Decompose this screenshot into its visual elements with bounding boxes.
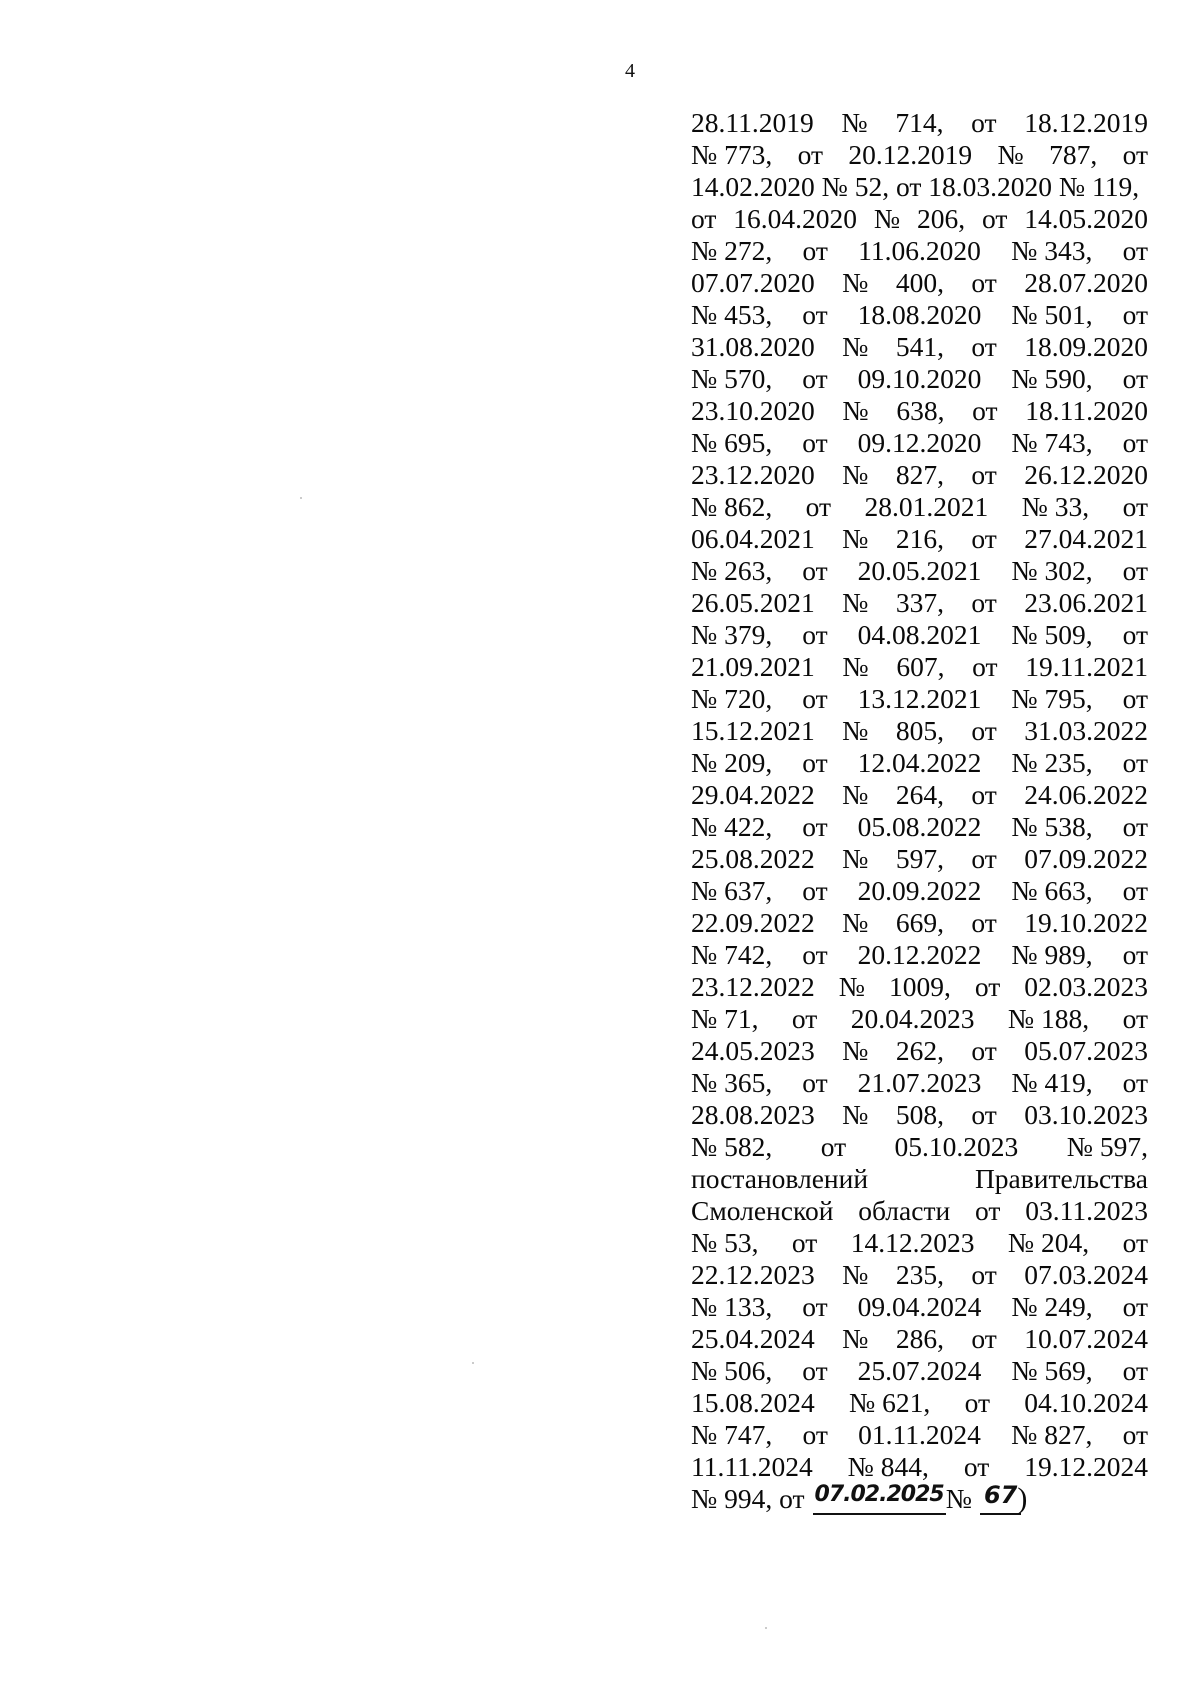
text-segment: № 827, <box>1011 1419 1093 1450</box>
text-segment: от <box>1122 1291 1148 1322</box>
text-segment: 22.09.2022 <box>691 907 815 938</box>
scan-speck <box>765 1627 767 1629</box>
text-segment: № 621, <box>849 1387 931 1418</box>
text-segment: от <box>1122 1067 1148 1098</box>
text-segment: от <box>802 363 828 394</box>
text-segment: от <box>791 1227 818 1258</box>
text-segment: 787, <box>1049 139 1098 170</box>
text-line <box>691 843 1148 875</box>
text-segment: № 569, <box>1011 1355 1093 1386</box>
text-segment: 18.11.2020 <box>1025 395 1148 426</box>
text-segment: № 795, <box>1011 683 1093 714</box>
text-segment: от <box>1122 683 1148 714</box>
text-segment: от <box>802 1291 828 1322</box>
text-segment: 03.11.2023 <box>1025 1195 1148 1226</box>
text-segment: 216, <box>895 523 944 554</box>
body-text-column <box>691 107 1148 1515</box>
text-segment: № 844, <box>847 1451 929 1482</box>
text-segment: № 419, <box>1011 1067 1093 1098</box>
text-segment: № <box>842 1035 869 1066</box>
text-segment: № <box>997 139 1024 170</box>
handwritten-date: 07.02.2025 <box>813 1483 946 1515</box>
text-line <box>691 1003 1148 1035</box>
text-segment: № <box>842 587 869 618</box>
text-segment: 25.08.2022 <box>691 843 815 874</box>
text-segment: от <box>1122 427 1148 458</box>
text-line <box>691 747 1148 779</box>
text-segment: 27.04.2021 <box>1024 523 1148 554</box>
text-segment: от <box>971 523 997 554</box>
text-line <box>691 331 1148 363</box>
text-segment: № <box>842 651 869 682</box>
text-line <box>691 587 1148 619</box>
text-line <box>691 1067 1148 1099</box>
text-line <box>691 1099 1148 1131</box>
text-segment: 10.07.2024 <box>1024 1323 1148 1354</box>
text-segment: № <box>842 1323 869 1354</box>
text-line <box>691 235 1148 267</box>
text-segment: от <box>971 459 997 490</box>
text-segment: постановлений <box>691 1163 869 1194</box>
text-segment: 669, <box>895 907 944 938</box>
text-line-final <box>691 1483 1148 1515</box>
text-segment: № 204, <box>1007 1227 1090 1258</box>
text-segment: от <box>802 875 828 906</box>
text-segment: от <box>971 907 997 938</box>
text-line <box>691 715 1148 747</box>
text-segment: от <box>802 683 828 714</box>
text-line <box>691 171 1148 203</box>
text-segment: № 743, <box>1011 427 1093 458</box>
text-line <box>691 779 1148 811</box>
text-line <box>691 1387 1148 1419</box>
text-segment: от <box>802 939 828 970</box>
text-segment: 24.05.2023 <box>691 1035 815 1066</box>
text-segment: 19.11.2021 <box>1025 651 1148 682</box>
number-sign: № <box>945 1483 972 1514</box>
text-segment: 597, <box>895 843 944 874</box>
text-segment: 20.04.2023 <box>850 1003 975 1034</box>
text-line <box>691 939 1148 971</box>
text-segment: 22.12.2023 <box>691 1259 815 1290</box>
text-segment: 607, <box>896 651 945 682</box>
text-segment: № <box>842 331 869 362</box>
text-segment: 714, <box>895 107 944 138</box>
text-line <box>691 555 1148 587</box>
text-segment: 31.03.2022 <box>1024 715 1148 746</box>
text-line <box>691 1163 1148 1195</box>
text-segment: от <box>1122 1355 1148 1386</box>
text-segment: № 272, <box>691 235 773 266</box>
text-segment: 06.04.2021 <box>691 523 815 554</box>
text-segment: 28.07.2020 <box>1024 267 1148 298</box>
page-number: 4 <box>625 60 635 82</box>
text-line <box>691 139 1148 171</box>
text-segment: 14.02.2020 № 52, от 18.03.2020 № 119, <box>691 171 1140 202</box>
text-segment: от <box>797 139 824 170</box>
text-segment: 09.04.2024 <box>857 1291 982 1322</box>
text-line <box>691 1259 1148 1291</box>
text-segment: № 720, <box>691 683 773 714</box>
text-line <box>691 363 1148 395</box>
text-line <box>691 1227 1148 1259</box>
text-segment: от <box>975 1195 1001 1226</box>
text-segment: 508, <box>895 1099 944 1130</box>
text-segment: № 53, <box>691 1227 759 1258</box>
text-segment: от <box>971 715 997 746</box>
text-segment: 16.04.2020 <box>733 203 858 234</box>
text-segment: 25.04.2024 <box>691 1323 815 1354</box>
text-segment: 286, <box>895 1323 944 1354</box>
text-segment: 21.07.2023 <box>857 1067 982 1098</box>
text-segment: от <box>802 1355 828 1386</box>
text-segment: 28.01.2021 <box>864 491 989 522</box>
text-segment: 18.12.2019 <box>1024 107 1148 138</box>
text-segment: 19.12.2024 <box>1024 1451 1148 1482</box>
text-segment: от <box>974 971 1001 1002</box>
text-segment: от <box>964 1387 990 1418</box>
text-segment: от <box>1122 1227 1148 1258</box>
text-segment: от <box>802 427 828 458</box>
text-line <box>691 1451 1148 1483</box>
text-segment: 04.10.2024 <box>1024 1387 1148 1418</box>
text-segment: 19.10.2022 <box>1024 907 1148 938</box>
text-segment: 14.05.2020 <box>1024 203 1148 234</box>
text-segment: 28.11.2019 <box>691 107 814 138</box>
text-segment: 14.12.2023 <box>850 1227 975 1258</box>
text-segment: 11.11.2024 <box>691 1451 813 1482</box>
text-segment: № 989, <box>1011 939 1093 970</box>
text-segment: № 597, <box>1066 1131 1148 1162</box>
text-segment: от <box>1122 747 1148 778</box>
text-segment: от <box>1122 491 1148 522</box>
text-line <box>691 875 1148 907</box>
text-segment: 1009, <box>888 971 951 1002</box>
text-line <box>691 971 1148 1003</box>
text-segment: 18.09.2020 <box>1024 331 1148 362</box>
text-line <box>691 683 1148 715</box>
text-segment: 15.08.2024 <box>691 1387 815 1418</box>
text-segment: от <box>820 1131 847 1162</box>
text-segment: от <box>691 203 717 234</box>
text-segment: от <box>972 651 998 682</box>
text-segment: 12.04.2022 <box>857 747 982 778</box>
text-segment: № 570, <box>691 363 773 394</box>
text-segment: 07.03.2024 <box>1024 1259 1148 1290</box>
text-segment: № <box>842 395 869 426</box>
text-segment: от <box>971 267 997 298</box>
text-line <box>691 619 1148 651</box>
text-segment: 05.10.2023 <box>894 1131 1019 1162</box>
text-segment: № 422, <box>691 811 773 842</box>
text-segment: № 582, <box>691 1131 773 1162</box>
text-segment: от <box>972 395 998 426</box>
text-segment: от <box>1122 1419 1148 1450</box>
scan-speck <box>472 1362 474 1364</box>
text-segment: 02.03.2023 <box>1024 971 1148 1002</box>
closing-parenthesis: ) <box>1017 1482 1028 1515</box>
text-segment: № 773, <box>691 139 773 170</box>
text-segment: от <box>971 331 997 362</box>
text-segment: № <box>841 107 868 138</box>
text-line <box>691 299 1148 331</box>
text-segment: от <box>1122 139 1148 170</box>
text-segment: 23.06.2021 <box>1024 587 1148 618</box>
text-segment: 23.12.2022 <box>691 971 815 1002</box>
text-segment: 31.08.2020 <box>691 331 815 362</box>
text-segment: 07.09.2022 <box>1024 843 1148 874</box>
text-segment: № <box>842 1259 869 1290</box>
text-segment: от <box>971 1259 997 1290</box>
text-segment: 07.07.2020 <box>691 267 815 298</box>
text-segment: № <box>842 779 869 810</box>
text-segment: № <box>842 907 869 938</box>
text-segment: от <box>1122 939 1148 970</box>
text-segment: № <box>842 715 869 746</box>
text-segment: № <box>838 971 865 1002</box>
text-segment: № 302, <box>1011 555 1093 586</box>
text-segment: от <box>1122 363 1148 394</box>
text-segment: от <box>802 299 828 330</box>
text-segment: от <box>971 1035 997 1066</box>
text-segment: от <box>1122 299 1148 330</box>
text-line <box>691 651 1148 683</box>
text-segment: 25.07.2024 <box>857 1355 982 1386</box>
text-line <box>691 1419 1148 1451</box>
text-segment: от <box>971 779 997 810</box>
text-segment: № <box>842 843 869 874</box>
text-segment: № <box>842 523 869 554</box>
text-segment: от <box>802 619 828 650</box>
text-segment: 20.05.2021 <box>857 555 982 586</box>
text-segment: от <box>1122 619 1148 650</box>
text-segment: 01.11.2024 <box>858 1419 981 1450</box>
text-segment: 26.12.2020 <box>1024 459 1148 490</box>
text-segment: 11.06.2020 <box>858 235 981 266</box>
text-segment: № 453, <box>691 299 773 330</box>
text-segment: № 637, <box>691 875 773 906</box>
text-line <box>691 427 1148 459</box>
text-segment: 28.08.2023 <box>691 1099 815 1130</box>
text-line <box>691 811 1148 843</box>
text-segment: № 538, <box>1011 811 1093 842</box>
text-segment: от <box>1122 555 1148 586</box>
text-segment: от <box>802 555 828 586</box>
text-segment: № 695, <box>691 427 773 458</box>
text-segment: № 509, <box>1011 619 1093 650</box>
text-segment: от <box>802 235 828 266</box>
text-segment: от <box>1122 1003 1148 1034</box>
text-segment: 262, <box>895 1035 944 1066</box>
text-segment: 21.09.2021 <box>691 651 815 682</box>
text-segment: № 365, <box>691 1067 773 1098</box>
text-segment: № 235, <box>1011 747 1093 778</box>
text-segment: № <box>842 1099 869 1130</box>
text-segment: от <box>791 1003 818 1034</box>
text-line <box>691 1355 1148 1387</box>
text-line <box>691 491 1148 523</box>
text-segment: 24.06.2022 <box>1024 779 1148 810</box>
text-segment: от <box>1122 875 1148 906</box>
text-segment: 29.04.2022 <box>691 779 815 810</box>
text-segment: № 379, <box>691 619 773 650</box>
text-segment: № 209, <box>691 747 773 778</box>
text-segment: 09.10.2020 <box>857 363 982 394</box>
text-line <box>691 1195 1148 1227</box>
text-segment: 20.12.2019 <box>848 139 973 170</box>
text-segment: № 33, <box>1021 491 1090 522</box>
text-segment: 264, <box>895 779 944 810</box>
text-segment: 400, <box>895 267 944 298</box>
text-segment: № 506, <box>691 1355 773 1386</box>
text-segment: 03.10.2023 <box>1024 1099 1148 1130</box>
text-segment: 04.08.2021 <box>857 619 982 650</box>
text-segment: 541, <box>895 331 944 362</box>
text-segment: от <box>971 1323 997 1354</box>
text-segment: № 249, <box>1011 1291 1093 1322</box>
text-segment: от <box>1122 811 1148 842</box>
text-segment: № <box>842 267 869 298</box>
text-segment: № 343, <box>1011 235 1093 266</box>
text-line <box>691 203 1148 235</box>
text-segment: 20.09.2022 <box>857 875 982 906</box>
text-segment: 09.12.2020 <box>857 427 982 458</box>
text-segment: № 188, <box>1007 1003 1090 1034</box>
text-line <box>691 523 1148 555</box>
text-segment: 18.08.2020 <box>857 299 982 330</box>
text-line <box>691 907 1148 939</box>
text-segment: от <box>963 1451 990 1482</box>
text-segment: от <box>1122 235 1148 266</box>
text-segment: № <box>842 459 869 490</box>
text-segment: 235, <box>895 1259 944 1290</box>
text-segment: от <box>802 811 828 842</box>
text-line <box>691 1035 1148 1067</box>
text-segment: № 994, от <box>691 1483 805 1514</box>
text-segment: 23.12.2020 <box>691 459 815 490</box>
text-line <box>691 267 1148 299</box>
handwritten-number: 67 <box>980 1483 1021 1515</box>
scan-speck <box>300 497 302 499</box>
text-segment: № 133, <box>691 1291 773 1322</box>
text-segment: 05.07.2023 <box>1024 1035 1148 1066</box>
text-line <box>691 1323 1148 1355</box>
text-segment: Правительства <box>974 1163 1148 1194</box>
text-segment: 05.08.2022 <box>857 811 982 842</box>
text-segment: 13.12.2021 <box>857 683 982 714</box>
text-segment: 26.05.2021 <box>691 587 815 618</box>
text-segment: от <box>981 203 1008 234</box>
text-line <box>691 107 1148 139</box>
text-segment: № 501, <box>1011 299 1093 330</box>
text-line <box>691 459 1148 491</box>
text-line <box>691 395 1148 427</box>
text-segment: 206, <box>916 203 966 234</box>
text-segment: от <box>971 843 997 874</box>
text-segment: № 742, <box>691 939 773 970</box>
text-segment: от <box>802 747 828 778</box>
text-segment: 23.10.2020 <box>691 395 815 426</box>
text-segment: от <box>802 1419 828 1450</box>
text-segment: области <box>858 1195 951 1226</box>
text-segment: 805, <box>895 715 944 746</box>
text-segment: № 590, <box>1011 363 1093 394</box>
text-segment: от <box>971 107 997 138</box>
text-segment: 20.12.2022 <box>857 939 982 970</box>
text-segment: № 71, <box>691 1003 759 1034</box>
text-segment: Смоленской <box>691 1195 834 1226</box>
text-segment: 638, <box>896 395 945 426</box>
text-segment: № 747, <box>691 1419 773 1450</box>
text-segment: 15.12.2021 <box>691 715 815 746</box>
text-segment: № <box>873 203 901 234</box>
text-line <box>691 1131 1148 1163</box>
text-segment: № 862, <box>691 491 773 522</box>
text-segment: от <box>971 1099 997 1130</box>
text-segment: 827, <box>895 459 944 490</box>
text-segment: № 263, <box>691 555 773 586</box>
text-line <box>691 1291 1148 1323</box>
text-segment: от <box>802 1067 828 1098</box>
text-segment: № 663, <box>1011 875 1093 906</box>
text-segment: 337, <box>895 587 944 618</box>
text-segment: от <box>805 491 832 522</box>
text-segment: от <box>971 587 997 618</box>
